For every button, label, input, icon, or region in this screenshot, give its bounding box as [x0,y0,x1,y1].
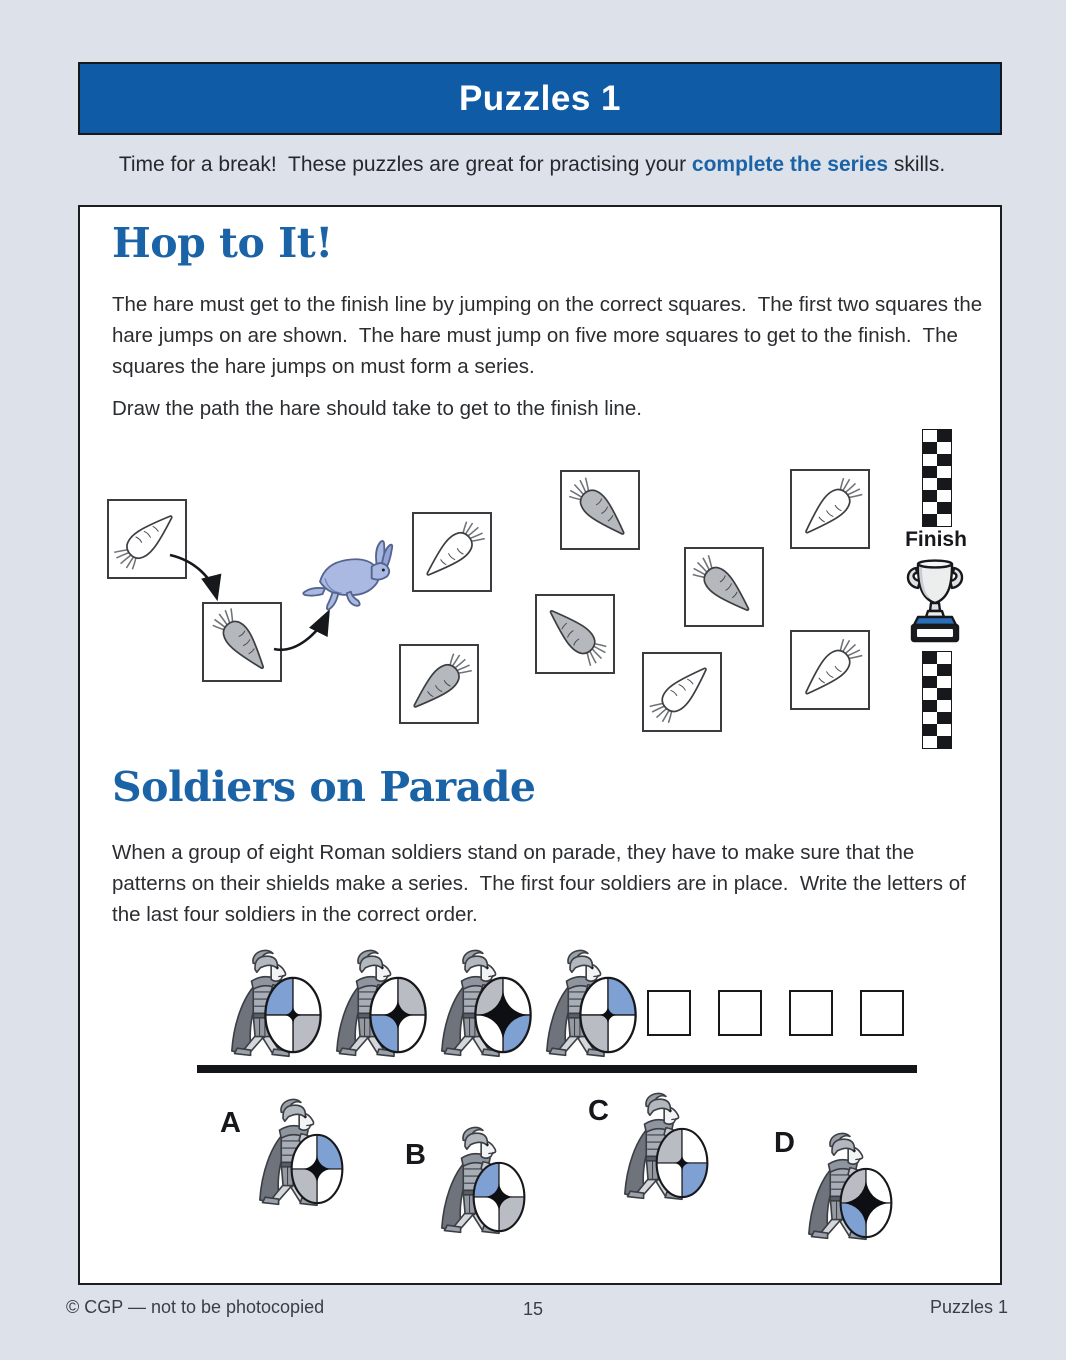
shield [838,1162,894,1244]
soldiers-title: Soldiers on Parade [112,763,536,811]
shield [654,1122,710,1204]
finish-label: Finish [905,528,967,551]
parade-ground-line [197,1065,917,1073]
answer-box[interactable] [789,990,833,1036]
shield [261,975,325,1055]
intro-text [70,153,994,177]
intro-suffix: skills. [888,153,946,176]
answer-box[interactable] [647,990,691,1036]
option-letter-C: C [588,1095,609,1127]
page-title: Puzzles 1 [458,78,622,118]
shield [471,975,535,1055]
shield [289,1128,345,1210]
header-bar [78,62,1002,135]
intro-bold: complete the series [691,153,888,176]
answer-box[interactable] [860,990,904,1036]
content-box [78,205,1002,1285]
hop-to-it-instruction: Draw the path the hare should take to get to the finish line. [112,397,642,420]
intro-prefix: Time for a break! These puzzles are great for practising your [118,153,692,176]
shield [366,975,430,1055]
soldiers-figures [80,207,1004,1287]
option-letter-A: A [220,1107,241,1139]
option-letter-B: B [405,1139,426,1171]
option-letter-D: D [774,1127,795,1159]
hop-to-it-body: The hare must get to the finish line by jumping on the correct squares. The first two squares the hare jumps on are shown. The hare must jump on five more squares to get to the finish. The squares the hare jumps on must form a series. [112,293,983,378]
footer-copyright: © CGP — not to be photocopied [66,1297,325,1317]
page-number: 15 [522,1299,544,1319]
answer-box[interactable] [718,990,762,1036]
shield [576,975,640,1055]
soldiers-body: When a group of eight Roman soldiers stand on parade, they have to make sure that the patterns on their shields make a series. The first four soldiers are in place. Write the letters of the last four soldiers in the correct order. [112,841,966,926]
shield [471,1156,527,1238]
hop-to-it-title: Hop to It! [112,219,333,267]
footer-section: Puzzles 1 [929,1297,1008,1317]
